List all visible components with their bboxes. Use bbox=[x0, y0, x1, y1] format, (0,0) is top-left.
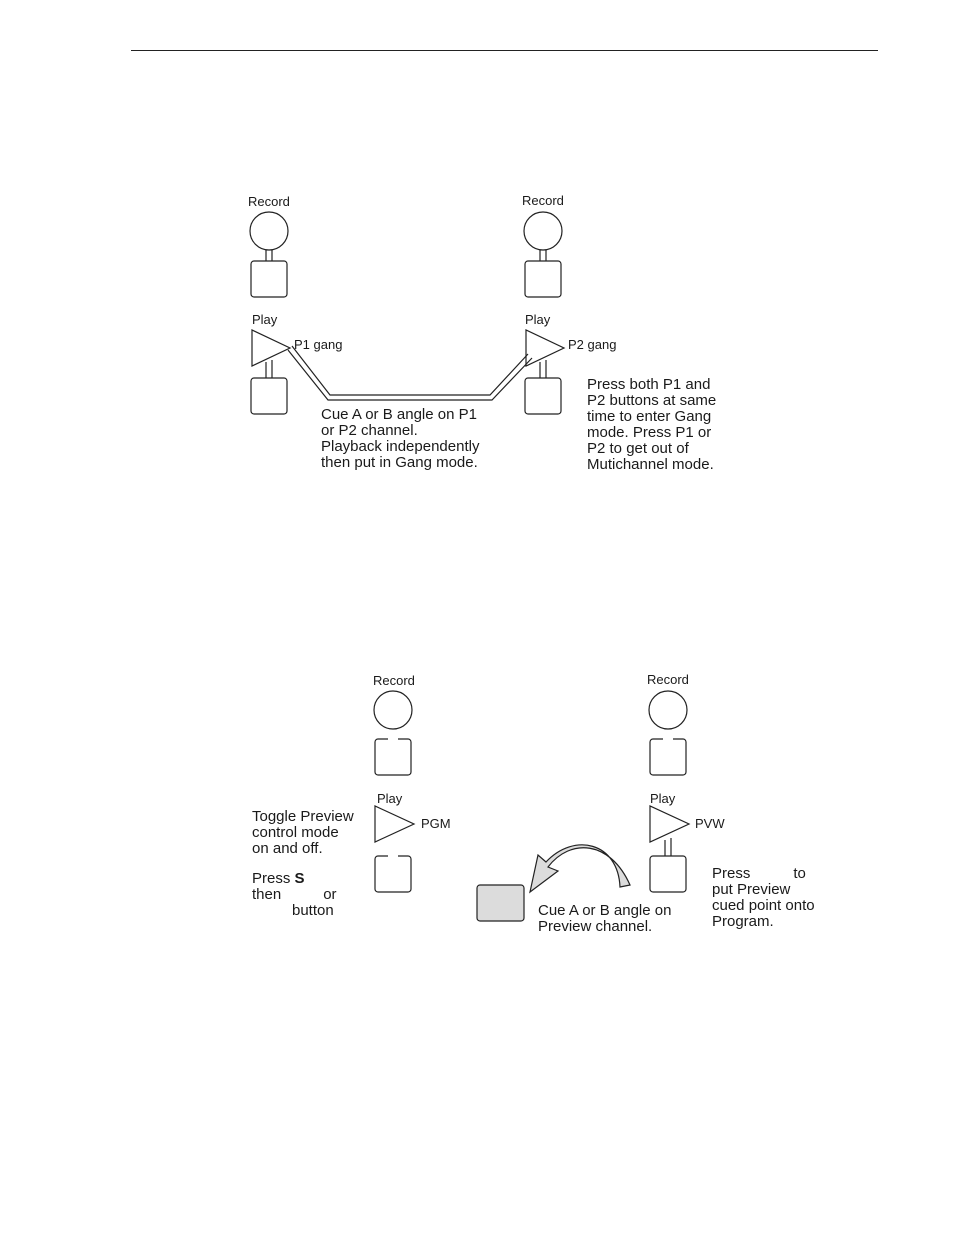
pvw-record-key bbox=[650, 739, 686, 775]
pvw-play-button bbox=[650, 806, 689, 842]
toggle-note: Toggle Preview control mode on and off. bbox=[252, 808, 354, 857]
cue-note-1: Cue A or B angle on P1 or P2 channel. Playback independently then put in Gang mode. bbox=[321, 406, 480, 471]
p2-record-label: Record bbox=[522, 193, 564, 208]
pgm-play-key bbox=[375, 856, 411, 892]
press-note: Press S then or button bbox=[252, 870, 337, 919]
pvw-play-label: Play bbox=[650, 791, 676, 806]
gang-note: Press both P1 and P2 buttons at same time to enter Gang mode. Press P1 or P2 to get out of Mutichannel mode. bbox=[587, 376, 717, 473]
transfer-arrow bbox=[530, 845, 630, 892]
gang-link bbox=[292, 346, 528, 395]
p2-play-button bbox=[526, 330, 564, 366]
cue-note-2: Cue A or B angle on Preview channel. bbox=[538, 902, 672, 935]
p2-play-key bbox=[525, 378, 561, 414]
p1-record-label: Record bbox=[248, 194, 290, 209]
p1-record-button bbox=[250, 212, 288, 250]
pgm-record-key bbox=[375, 739, 411, 775]
p2-record-key bbox=[525, 261, 561, 297]
pvw-play-key bbox=[650, 856, 686, 892]
p1-gang-tag: P1 gang bbox=[294, 337, 343, 352]
pvw-record-label: Record bbox=[647, 672, 689, 687]
preview-note: Press to put Preview cued point onto Program. bbox=[712, 865, 815, 930]
p2-record-button bbox=[524, 212, 562, 250]
p1-play-key bbox=[251, 378, 287, 414]
p2-play-label: Play bbox=[525, 312, 551, 327]
p1-play-button bbox=[252, 330, 290, 366]
p2-gang-tag: P2 gang bbox=[568, 337, 617, 352]
p1-record-key bbox=[251, 261, 287, 297]
pvw-tag: PVW bbox=[695, 816, 725, 831]
pgm-play-label: Play bbox=[377, 791, 403, 806]
pgm-tag: PGM bbox=[421, 816, 451, 831]
pgm-record-button bbox=[374, 691, 412, 729]
cue-source-button bbox=[477, 885, 524, 921]
p1-play-label: Play bbox=[252, 312, 278, 327]
pvw-record-button bbox=[649, 691, 687, 729]
pgm-play-button bbox=[375, 806, 414, 842]
pgm-record-label: Record bbox=[373, 673, 415, 688]
